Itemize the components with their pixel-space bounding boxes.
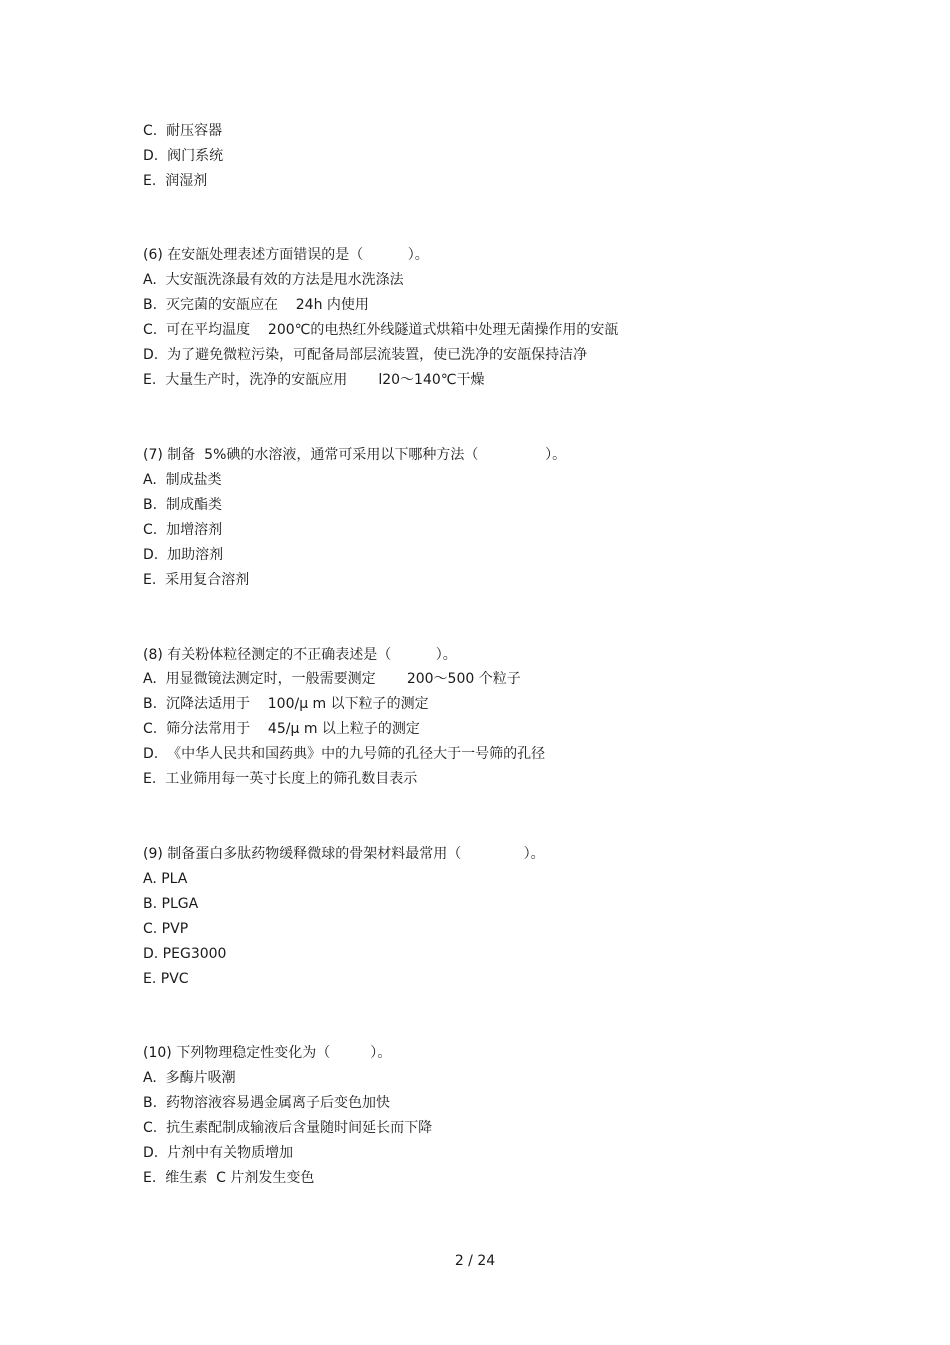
option-line: D. 为了避免微粒污染，可配备局部层流装置，使已洗净的安瓿保持洁净 bbox=[143, 347, 588, 363]
question-stem: (6) 在安瓿处理表述方面错误的是（ ）。 bbox=[143, 247, 429, 263]
option-line: C. 加增溶剂 bbox=[143, 522, 223, 538]
option-line: D. 加助溶剂 bbox=[143, 547, 224, 563]
option-line: A. 用显微镜法测定时，一般需要测定 200～500 个粒子 bbox=[143, 671, 521, 687]
option-line: D. PEG3000 bbox=[143, 946, 227, 962]
question-stem: (10) 下列物理稳定性变化为（ ）。 bbox=[143, 1045, 392, 1061]
option-line: A. 大安瓿洗涤最有效的方法是甩水洗涤法 bbox=[143, 272, 404, 288]
option-line: A. 制成盐类 bbox=[143, 472, 222, 488]
option-line: D. 《中华人民共和国药典》中的九号筛的孔径大于一号筛的孔径 bbox=[143, 746, 546, 762]
option-line: B. 灭完菌的安瓿应在 24h 内使用 bbox=[143, 297, 369, 313]
page-number: 2 / 24 bbox=[454, 1253, 496, 1269]
option-line: C. 可在平均温度 200℃的电热红外线隧道式烘箱中处理无菌操作用的安瓿 bbox=[143, 322, 619, 338]
option-line: B. 沉降法适用于 100/μ m 以下粒子的测定 bbox=[143, 696, 429, 712]
option-line: B. PLGA bbox=[143, 896, 199, 912]
option-line: E. 大量生产时，洗净的安瓿应用 l20～140℃干燥 bbox=[143, 372, 485, 388]
option-line: E. 维生素 C 片剂发生变色 bbox=[143, 1170, 315, 1186]
question-stem: (8) 有关粉体粒径测定的不正确表述是（ ）。 bbox=[143, 647, 457, 663]
option-line: E. PVC bbox=[143, 971, 189, 987]
option-line: A. 多酶片吸潮 bbox=[143, 1070, 236, 1086]
option-line: A. PLA bbox=[143, 871, 188, 887]
option-line: E. 采用复合溶剂 bbox=[143, 572, 250, 588]
option-line: C. 筛分法常用于 45/μ m 以上粒子的测定 bbox=[143, 721, 420, 737]
option-line: D. 阀门系统 bbox=[143, 148, 224, 164]
option-line: C. 耐压容器 bbox=[143, 123, 223, 139]
question-stem: (7) 制备 5%碘的水溶液，通常可采用以下哪种方法（ ）。 bbox=[143, 447, 567, 463]
option-line: D. 片剂中有关物质增加 bbox=[143, 1145, 294, 1161]
question-stem: (9) 制备蛋白多肽药物缓释微球的骨架材料最常用（ ）。 bbox=[143, 846, 545, 862]
option-line: E. 润湿剂 bbox=[143, 173, 208, 189]
option-line: C. PVP bbox=[143, 921, 189, 937]
option-line: C. 抗生素配制成输液后含量随时间延长而下降 bbox=[143, 1120, 433, 1136]
option-line: B. 药物溶液容易遇金属离子后变色加快 bbox=[143, 1095, 390, 1111]
option-line: E. 工业筛用每一英寸长度上的筛孔数目表示 bbox=[143, 771, 418, 787]
option-line: B. 制成酯类 bbox=[143, 497, 222, 513]
